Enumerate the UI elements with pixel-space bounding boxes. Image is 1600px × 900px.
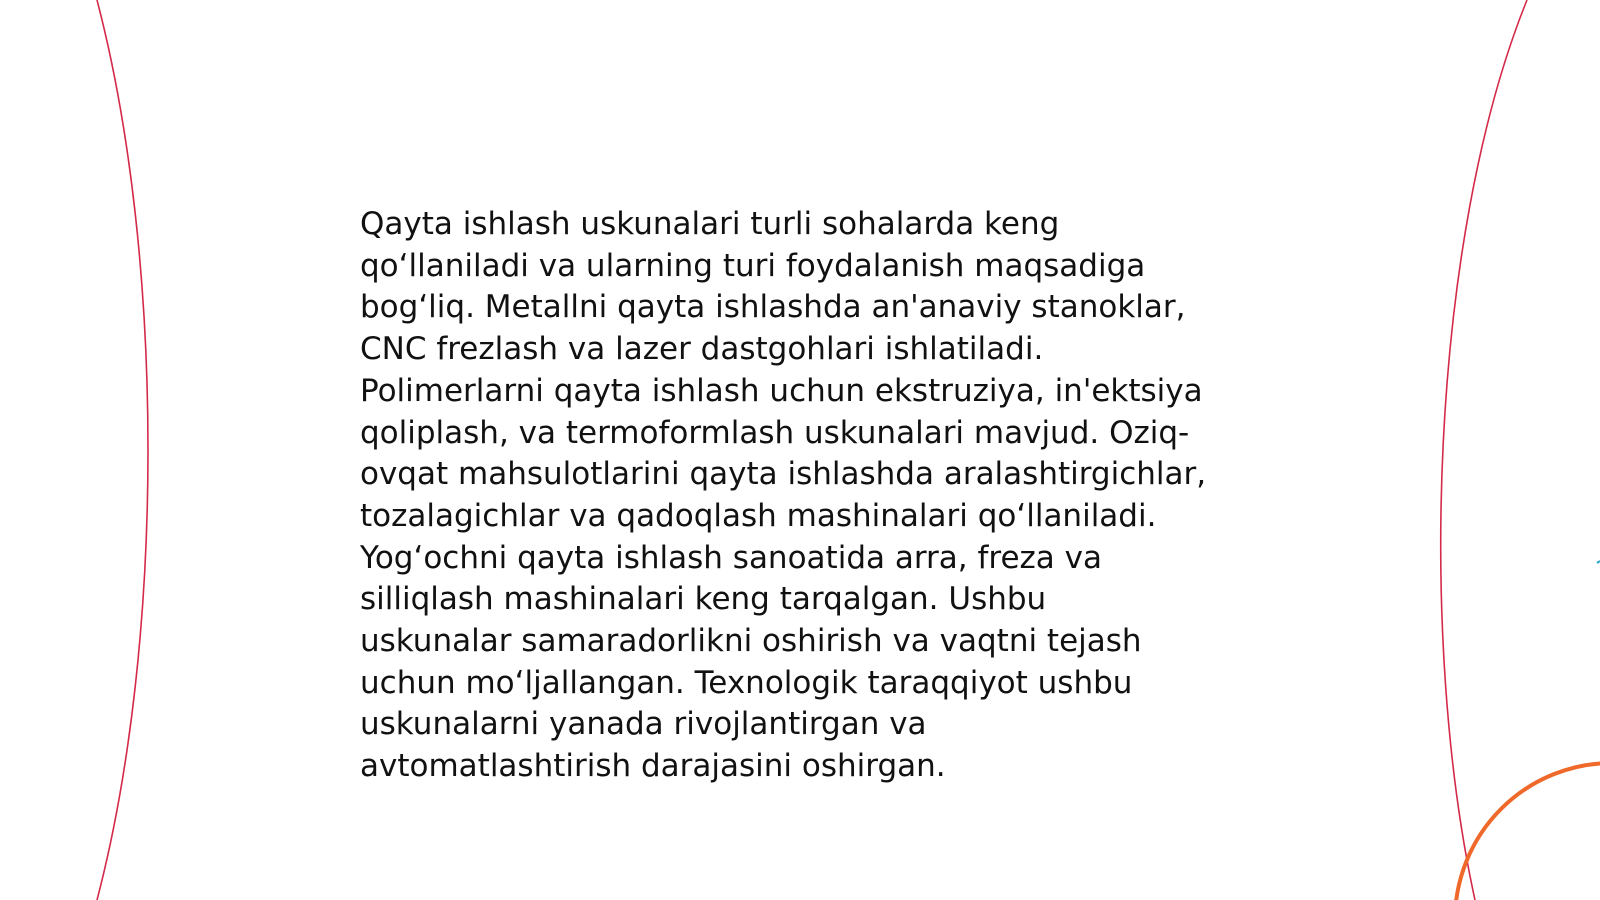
left-curve-line bbox=[97, 0, 148, 900]
orange-circle-outline bbox=[1455, 763, 1600, 900]
right-curve-line bbox=[1441, 0, 1527, 900]
body-paragraph: Qayta ishlash uskunalari turli sohalarda keng qo‘llaniladi va ularning turi foydalanish maqsadiga bog‘liq. Metallni qayta ishlashda an'anaviy stanoklar, CNC frezlash va lazer dastgohlari ishlatiladi. Polimerlarni qayta ishlash uchun ekstruziya, in'ektsiya qoliplash, va termoformlash uskunalari mavjud. Oziq- ovqat mahsulotlarini qayta ishlashda aralashtirgichlar, tozalagichlar va qadoqlash mashinalari qo‘llaniladi. Yog‘ochni qayta ishlash sanoatida arra, freza va silliqlash mashinalari keng tarqalgan. Ushbu uskunalar samaradorlikni oshirish va vaqtni tejash uchun mo‘ljallangan. Texnologik taraqqiyot ushbu uskunalarni yanada rivojlantirgan va avtomatlashtirish darajasini oshirgan. bbox=[360, 206, 1207, 785]
